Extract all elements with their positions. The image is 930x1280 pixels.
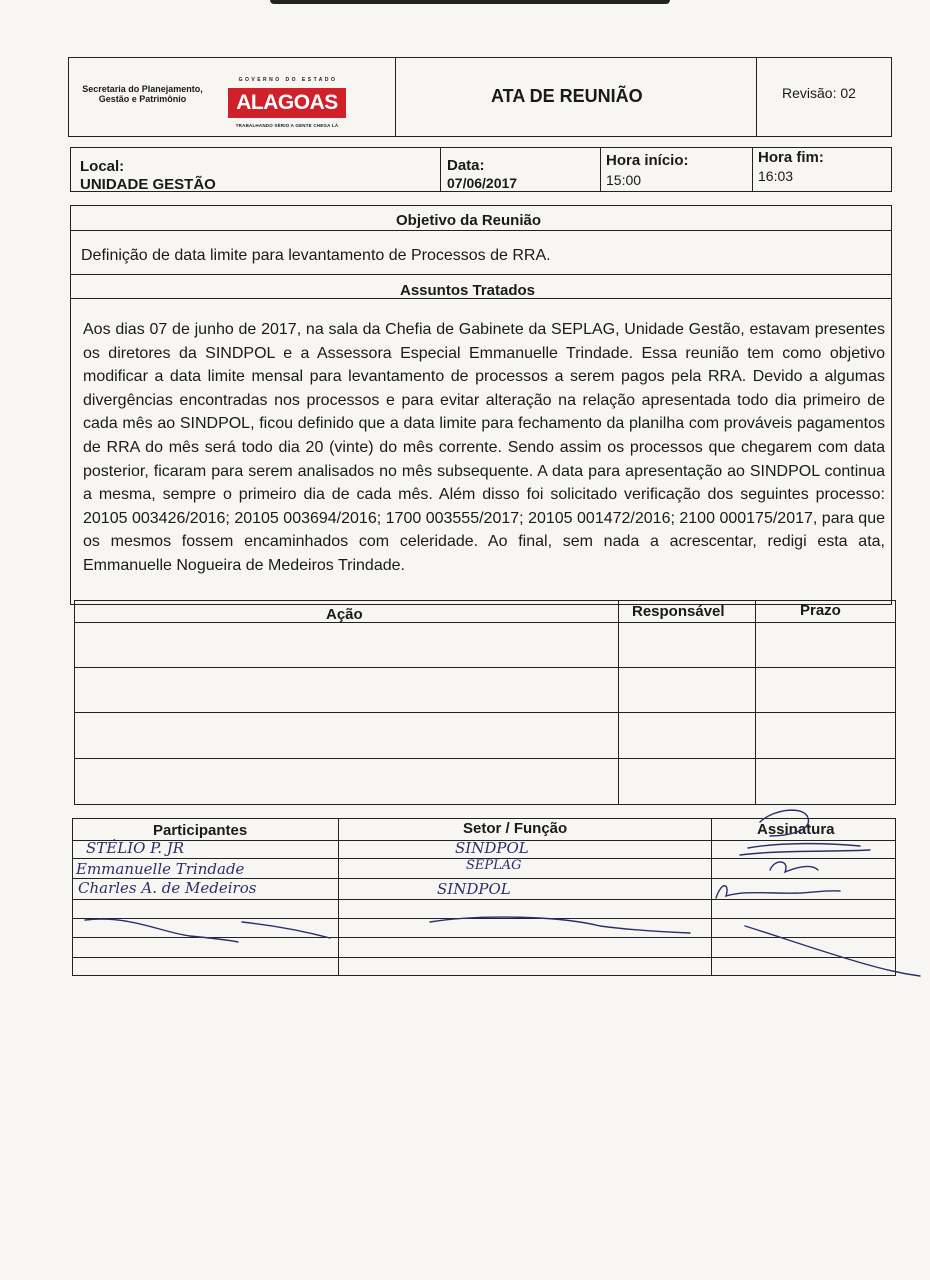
part-col-line-2 <box>711 819 712 975</box>
data-label: Data: <box>447 157 485 174</box>
participant-name-1: STÉLIO P. JR <box>86 839 185 857</box>
objetivo-header-line <box>71 230 891 231</box>
alagoas-logo: ALAGOAS <box>228 88 346 118</box>
info-divider-2 <box>600 148 601 191</box>
participant-setor-3: SINDPOL <box>437 880 511 898</box>
local-label: Local: <box>80 158 125 175</box>
part-line-5 <box>73 918 895 919</box>
participant-name-2: Emmanuelle Trindade <box>76 860 245 878</box>
secretaria-name: Secretaria do Planejamento, Gestão e Patrimônio <box>82 84 203 104</box>
scan-edge <box>270 0 670 4</box>
acoes-row-line-3 <box>75 758 895 759</box>
document-title: ATA DE REUNIÃO <box>491 86 643 106</box>
acao-header: Ação <box>326 606 363 623</box>
assuntos-heading: Assuntos Tratados <box>400 282 536 299</box>
revision-label: Revisão: 02 <box>782 85 856 101</box>
header-divider-2 <box>756 58 757 136</box>
info-divider-1 <box>440 148 441 191</box>
hora-fim-value: 16:03 <box>758 168 794 184</box>
header-divider-1 <box>395 58 396 136</box>
governo-line: GOVERNO DO ESTADO <box>238 77 338 83</box>
objetivo-heading: Objetivo da Reunião <box>396 212 542 229</box>
participantes-header: Participantes <box>153 822 248 839</box>
hora-fim-label: Hora fim: <box>758 149 824 166</box>
logo-tagline: TRABALHANDO SÉRIO A GENTE CHEGA LÁ <box>235 123 339 128</box>
acoes-row-line-2 <box>75 712 895 713</box>
setor-header: Setor / Função <box>463 820 568 837</box>
participant-setor-2: SEPLAG <box>466 858 522 873</box>
acoes-table <box>74 600 896 805</box>
info-divider-3 <box>752 148 753 191</box>
part-line-7 <box>73 957 895 958</box>
local-value: UNIDADE GESTÃO <box>80 176 216 193</box>
objetivo-text: Definição de data limite para levantamento de Processos de RRA. <box>81 247 551 264</box>
responsavel-header: Responsável <box>632 603 725 620</box>
assinatura-header: Assinatura <box>757 821 835 838</box>
data-value: 07/06/2017 <box>447 175 518 191</box>
hora-inicio-label: Hora início: <box>606 152 689 169</box>
participant-name-3: Charles A. de Medeiros <box>78 879 257 897</box>
acoes-col-line-1 <box>618 601 619 804</box>
acoes-row-line-1 <box>75 667 895 668</box>
acoes-col-line-2 <box>755 601 756 804</box>
participant-setor-1: SINDPOL <box>455 839 529 857</box>
assuntos-paragraph: Aos dias 07 de junho de 2017, na sala da Chefia de Gabinete da SEPLAG, Unidade Gestão, estavam presentes os diretores da SINDPOL e a Assessora Especial Emmanuelle Trindade. Essa reunião tem como objetivo modificar a data limite mensal para levantamento de processos a serem pagos pela RRA. Devido a algumas divergências encontradas nos processos e para evitar alteração na relação apresentada todo dia primeiro de cada mês ao SINDPOL, ficou definido que a data limite para fechamento da planilha com prováveis pagamentos de RRA do mês será todo dia 20 (vinte) do mês corrente. Sendo assim os processos que chegarem com data posterior, ficaram para serem analisados no mês subsequente. A data para apresentação ao SINDPOL continua a mesma, sempre o primeiro dia de cada mês. Além disso foi solicitado verificação dos seguintes processo: 20105 003426/2016; 20105 003694/2016; 1700 003555/2017; 20105 001472/2016; 2100 000175/2017, para que os mesmos fossem encaminhados com celeridade. Ao final, sem nada a acrescentar, redigi esta ata, Emmanuelle Nogueira de Medeiros Trindade. <box>83 321 885 574</box>
hora-inicio-value: 15:00 <box>606 172 642 188</box>
assuntos-text <box>83 318 885 578</box>
acoes-header-line <box>75 622 895 623</box>
prazo-header: Prazo <box>800 602 841 619</box>
part-line-6 <box>73 937 895 938</box>
part-line-4 <box>73 899 895 900</box>
part-col-line-1 <box>338 819 339 975</box>
